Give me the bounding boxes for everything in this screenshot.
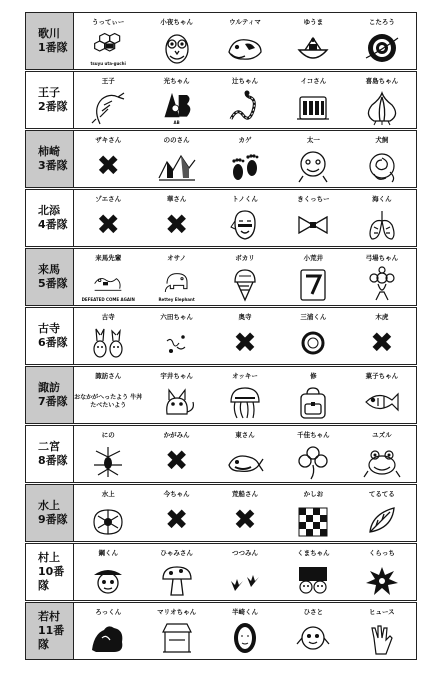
manatee-icon xyxy=(225,30,265,66)
member-cell xyxy=(74,544,142,600)
team-grid xyxy=(25,12,417,661)
member-name: ゾエさん xyxy=(95,195,122,203)
team-unit: 8番隊 xyxy=(38,454,68,467)
member-art xyxy=(348,322,416,364)
member-art xyxy=(142,440,210,482)
stall-icon xyxy=(157,620,197,656)
member-art xyxy=(74,263,142,305)
team-row xyxy=(25,484,417,542)
member-art xyxy=(348,558,416,600)
member-art xyxy=(279,617,347,659)
ab-letters-icon xyxy=(157,90,197,120)
member-cell xyxy=(279,426,347,482)
member-cell xyxy=(142,249,210,305)
team-unit: 1番隊 xyxy=(38,41,68,54)
member-name: 小荒井 xyxy=(303,254,324,262)
member-art xyxy=(279,263,347,305)
member-art xyxy=(211,145,279,187)
team-row xyxy=(25,543,417,601)
member-name: 菓子ちゃん xyxy=(365,372,399,380)
team-label xyxy=(26,426,74,482)
x-mark-icon: ✖ xyxy=(233,326,257,359)
member-art xyxy=(142,558,210,600)
member-art xyxy=(279,204,347,246)
x-mark-icon: ✖ xyxy=(96,208,120,241)
member-name: ユズル xyxy=(372,431,392,439)
member-cell xyxy=(142,13,210,69)
round-creature-icon xyxy=(293,620,333,656)
elephant-icon xyxy=(157,267,197,297)
team-row xyxy=(25,130,417,188)
member-art xyxy=(211,499,279,541)
member-cell xyxy=(142,603,210,659)
member-art xyxy=(142,204,210,246)
member-art xyxy=(211,440,279,482)
member-name: ヒュース xyxy=(368,608,395,616)
member-name: 光ちゃん xyxy=(163,77,190,85)
member-art xyxy=(211,322,279,364)
member-cell xyxy=(279,308,347,364)
member-art xyxy=(348,499,416,541)
member-cell xyxy=(348,367,416,423)
member-art xyxy=(211,263,279,305)
art-caption: AB xyxy=(173,119,180,125)
member-name: くらっち xyxy=(368,549,395,557)
team-label xyxy=(26,367,74,423)
member-cell xyxy=(74,13,142,69)
member-name: 六田ちゃん xyxy=(160,313,193,321)
backpack-icon xyxy=(293,384,333,420)
member-cell xyxy=(211,190,279,246)
rose-icon xyxy=(362,148,402,184)
member-name: カゲ xyxy=(238,136,252,144)
member-art xyxy=(279,558,347,600)
member-cell xyxy=(211,131,279,187)
member-art xyxy=(211,381,279,423)
team-name: 北添 xyxy=(38,204,60,217)
member-art xyxy=(279,145,347,187)
member-cell xyxy=(279,544,347,600)
member-name: 諏訪さん xyxy=(95,372,122,380)
member-name: 小夜ちゃん xyxy=(160,18,193,26)
member-art xyxy=(142,499,210,541)
box-with-bars-icon xyxy=(293,89,333,125)
number-seven-card-icon xyxy=(293,266,333,302)
team-label xyxy=(26,13,74,69)
team-unit: 5番隊 xyxy=(38,277,68,290)
x-mark-icon: ✖ xyxy=(370,326,394,359)
member-name: 辻ちゃん xyxy=(232,77,259,85)
member-name: 今ちゃん xyxy=(163,490,190,498)
member-name: 東さん xyxy=(235,431,255,439)
member-cell xyxy=(211,426,279,482)
member-name: てるてる xyxy=(368,490,395,498)
member-cell xyxy=(348,72,416,128)
team-unit: 2番隊 xyxy=(38,100,68,113)
member-art xyxy=(348,440,416,482)
member-art xyxy=(348,263,416,305)
member-cell xyxy=(74,603,142,659)
member-name: くまちゃん xyxy=(297,549,330,557)
member-name: 木虎 xyxy=(375,313,389,321)
member-art xyxy=(211,617,279,659)
member-name: オサノ xyxy=(167,254,187,262)
member-art xyxy=(348,86,416,128)
member-cell xyxy=(211,603,279,659)
member-cell xyxy=(211,367,279,423)
member-cell xyxy=(348,13,416,69)
member-list xyxy=(74,249,416,305)
flower-creature-icon xyxy=(362,266,402,302)
team-row xyxy=(25,189,417,247)
art-caption: DEFEATED COME AGAIN xyxy=(81,296,135,302)
member-cell xyxy=(142,308,210,364)
member-name: ボカリ xyxy=(235,254,255,262)
x-mark-icon: ✖ xyxy=(96,149,120,182)
spider-icon xyxy=(88,443,128,479)
team-row xyxy=(25,307,417,365)
member-cell xyxy=(211,308,279,364)
member-art xyxy=(279,381,347,423)
team-name: 諏訪 xyxy=(38,381,60,394)
frog-icon xyxy=(362,443,402,479)
member-cell xyxy=(348,308,416,364)
member-name: 半崎くん xyxy=(232,608,259,616)
team-name: 王子 xyxy=(38,86,60,99)
member-cell xyxy=(142,72,210,128)
member-cell xyxy=(279,13,347,69)
member-cell xyxy=(74,426,142,482)
member-name: かしお xyxy=(303,490,324,498)
member-name: ウルティマ xyxy=(229,18,261,26)
oval-portrait-icon xyxy=(225,620,265,656)
leaf-icon xyxy=(362,502,402,538)
hat-face-icon xyxy=(88,561,128,597)
lungs-icon xyxy=(362,207,402,243)
member-name: 宇井ちゃん xyxy=(160,372,193,380)
member-art xyxy=(74,499,142,541)
member-art xyxy=(142,263,210,305)
member-name: つつみん xyxy=(232,549,259,557)
jellyfish-icon xyxy=(225,384,265,420)
member-name: 水上 xyxy=(101,490,115,498)
scribble-icon xyxy=(157,325,197,361)
member-name: 華さん xyxy=(166,195,187,203)
whale-icon xyxy=(225,443,265,479)
member-name: 千佳ちゃん xyxy=(297,431,330,439)
member-name: 荒船さん xyxy=(232,490,259,498)
splat-icon xyxy=(362,561,402,597)
art-caption: tsuyu uta-guchi xyxy=(90,60,126,66)
member-art xyxy=(211,86,279,128)
old-man-face-icon xyxy=(225,207,265,243)
team-name: 水上 xyxy=(38,499,60,512)
member-cell xyxy=(279,485,347,541)
member-name: ろっくん xyxy=(95,608,122,616)
member-cell xyxy=(348,485,416,541)
footprints-icon xyxy=(225,148,265,184)
rabbit-pair-icon xyxy=(88,325,128,361)
dark-shape-icon xyxy=(88,620,128,656)
member-cell xyxy=(279,131,347,187)
member-cell xyxy=(74,485,142,541)
member-art xyxy=(74,440,142,482)
team-row xyxy=(25,425,417,483)
owl-icon xyxy=(157,30,197,66)
member-note: おなかがへったよう 牛丼たべたいよう xyxy=(74,394,143,409)
member-cell xyxy=(211,13,279,69)
member-art xyxy=(74,617,142,659)
team-label xyxy=(26,249,74,305)
art-caption: Rettey Elephant xyxy=(158,296,195,302)
member-art xyxy=(348,204,416,246)
team-unit: 9番隊 xyxy=(38,513,68,526)
member-list xyxy=(74,426,416,482)
team-name: 若村 xyxy=(38,610,60,623)
member-cell xyxy=(142,485,210,541)
member-art xyxy=(74,322,142,364)
member-art xyxy=(142,381,210,423)
member-art xyxy=(74,86,142,128)
member-name: 海くん xyxy=(372,195,392,203)
member-art xyxy=(142,27,210,69)
team-label xyxy=(26,72,74,128)
member-name: オッキー xyxy=(232,372,258,380)
member-name: イコさん xyxy=(300,77,327,85)
member-name: 王子 xyxy=(101,77,115,85)
member-art xyxy=(348,617,416,659)
member-art xyxy=(74,145,142,187)
member-name: 喜島ちゃん xyxy=(365,77,399,85)
member-cell xyxy=(142,190,210,246)
member-art xyxy=(142,145,210,187)
member-art xyxy=(279,440,347,482)
member-cell xyxy=(142,367,210,423)
member-name: ひさと xyxy=(303,608,324,616)
member-name: トノくん xyxy=(232,195,258,203)
x-mark-icon: ✖ xyxy=(233,503,257,536)
shrimp-icon xyxy=(88,89,128,125)
member-art xyxy=(279,322,347,364)
member-cell xyxy=(142,131,210,187)
member-cell xyxy=(142,544,210,600)
member-cell xyxy=(279,603,347,659)
team-row xyxy=(25,12,417,70)
team-row xyxy=(25,366,417,424)
ring-icon xyxy=(293,325,333,361)
team-unit: 10番隊 xyxy=(38,565,65,592)
member-art xyxy=(279,499,347,541)
member-art xyxy=(74,27,142,69)
member-list xyxy=(74,13,416,69)
member-art xyxy=(279,27,347,69)
member-name: マリオちゃん xyxy=(157,608,197,616)
team-name: 来馬 xyxy=(38,263,60,276)
clover-icon xyxy=(293,443,333,479)
member-cell xyxy=(74,190,142,246)
onigiri-bowl-icon xyxy=(293,30,333,66)
cartoon-sketch-icon xyxy=(88,267,128,297)
member-art xyxy=(211,204,279,246)
hexagon-cluster-icon xyxy=(88,31,128,61)
x-mark-icon: ✖ xyxy=(164,444,189,477)
member-art xyxy=(142,322,210,364)
team-row xyxy=(25,248,417,306)
checkerboard-icon xyxy=(293,502,333,538)
round-face-icon xyxy=(293,148,333,184)
member-cell xyxy=(279,190,347,246)
team-row xyxy=(25,71,417,129)
member-cell xyxy=(279,72,347,128)
fish-icon xyxy=(362,384,402,420)
member-art xyxy=(142,86,210,128)
team-name: 村上 xyxy=(38,551,60,564)
member-list xyxy=(74,190,416,246)
member-cell xyxy=(348,249,416,305)
team-label xyxy=(26,544,74,600)
member-name: 犬飼 xyxy=(375,136,389,144)
team-label xyxy=(26,485,74,541)
member-cell xyxy=(74,72,142,128)
team-label xyxy=(26,603,74,659)
member-name: うってぃー xyxy=(92,18,125,26)
team-label xyxy=(26,131,74,187)
sea-creature-icon xyxy=(88,502,128,538)
member-art xyxy=(74,381,142,423)
member-cell xyxy=(142,426,210,482)
bow-icon xyxy=(293,207,333,243)
member-name: 弓場ちゃん xyxy=(365,254,399,262)
x-mark-icon: ✖ xyxy=(164,503,189,536)
member-name: きくっちー xyxy=(297,195,330,203)
member-cell xyxy=(74,367,142,423)
member-cell xyxy=(348,603,416,659)
team-unit: 11番隊 xyxy=(38,624,65,651)
member-name: にの xyxy=(101,431,115,439)
member-name: 奥寺 xyxy=(238,313,252,321)
member-list xyxy=(74,367,416,423)
member-cell xyxy=(74,131,142,187)
member-name: ザキさん xyxy=(95,136,122,144)
x-mark-icon: ✖ xyxy=(164,208,189,241)
member-list xyxy=(74,603,416,659)
team-unit: 6番隊 xyxy=(38,336,68,349)
team-row xyxy=(25,602,417,660)
member-name: 古寺 xyxy=(101,313,115,321)
two-faces-icon xyxy=(293,561,333,597)
team-name: 柿崎 xyxy=(38,145,60,158)
member-art xyxy=(211,558,279,600)
member-cell xyxy=(74,249,142,305)
team-unit: 4番隊 xyxy=(38,218,68,231)
member-list xyxy=(74,72,416,128)
hand-icon xyxy=(362,620,402,656)
member-art xyxy=(279,86,347,128)
member-art xyxy=(348,145,416,187)
member-art xyxy=(348,381,416,423)
spiral-planet-icon xyxy=(362,30,402,66)
team-name: 二宮 xyxy=(38,440,60,453)
member-cell xyxy=(211,544,279,600)
member-name: 太一 xyxy=(306,136,320,144)
member-art xyxy=(348,27,416,69)
bird-feet-icon xyxy=(225,561,265,597)
member-art xyxy=(74,204,142,246)
team-name: 歌川 xyxy=(38,27,60,40)
team-label xyxy=(26,308,74,364)
member-name: 来馬先輩 xyxy=(95,254,122,262)
member-name: ののさん xyxy=(163,136,190,144)
member-name: 三浦くん xyxy=(300,313,327,321)
member-cell xyxy=(211,249,279,305)
member-name: ゆうま xyxy=(303,18,324,26)
member-name: かがみん xyxy=(163,431,190,439)
mushroom-icon xyxy=(157,561,197,597)
team-name: 古寺 xyxy=(38,322,60,335)
team-unit: 7番隊 xyxy=(38,395,68,408)
member-cell xyxy=(279,367,347,423)
member-art xyxy=(211,27,279,69)
member-list xyxy=(74,485,416,541)
member-cell xyxy=(74,308,142,364)
member-name: ひゃみさん xyxy=(160,549,193,557)
ice-cream-cone-icon xyxy=(225,266,265,302)
team-unit: 3番隊 xyxy=(38,159,68,172)
ridge-scene-icon xyxy=(157,148,197,184)
member-cell xyxy=(211,72,279,128)
member-name: こたろう xyxy=(368,18,395,26)
member-name: 修 xyxy=(310,372,317,380)
team-label xyxy=(26,190,74,246)
member-cell xyxy=(348,544,416,600)
member-cell xyxy=(279,249,347,305)
member-list xyxy=(74,544,416,600)
snake-icon xyxy=(225,89,265,125)
member-list xyxy=(74,131,416,187)
member-art xyxy=(142,617,210,659)
member-list xyxy=(74,308,416,364)
member-art xyxy=(74,558,142,600)
member-cell xyxy=(211,485,279,541)
member-cell xyxy=(348,426,416,482)
member-cell xyxy=(348,190,416,246)
member-name: 鋼くん xyxy=(98,549,118,557)
cat-icon xyxy=(157,384,197,420)
member-cell xyxy=(348,131,416,187)
onion-icon xyxy=(362,89,402,125)
